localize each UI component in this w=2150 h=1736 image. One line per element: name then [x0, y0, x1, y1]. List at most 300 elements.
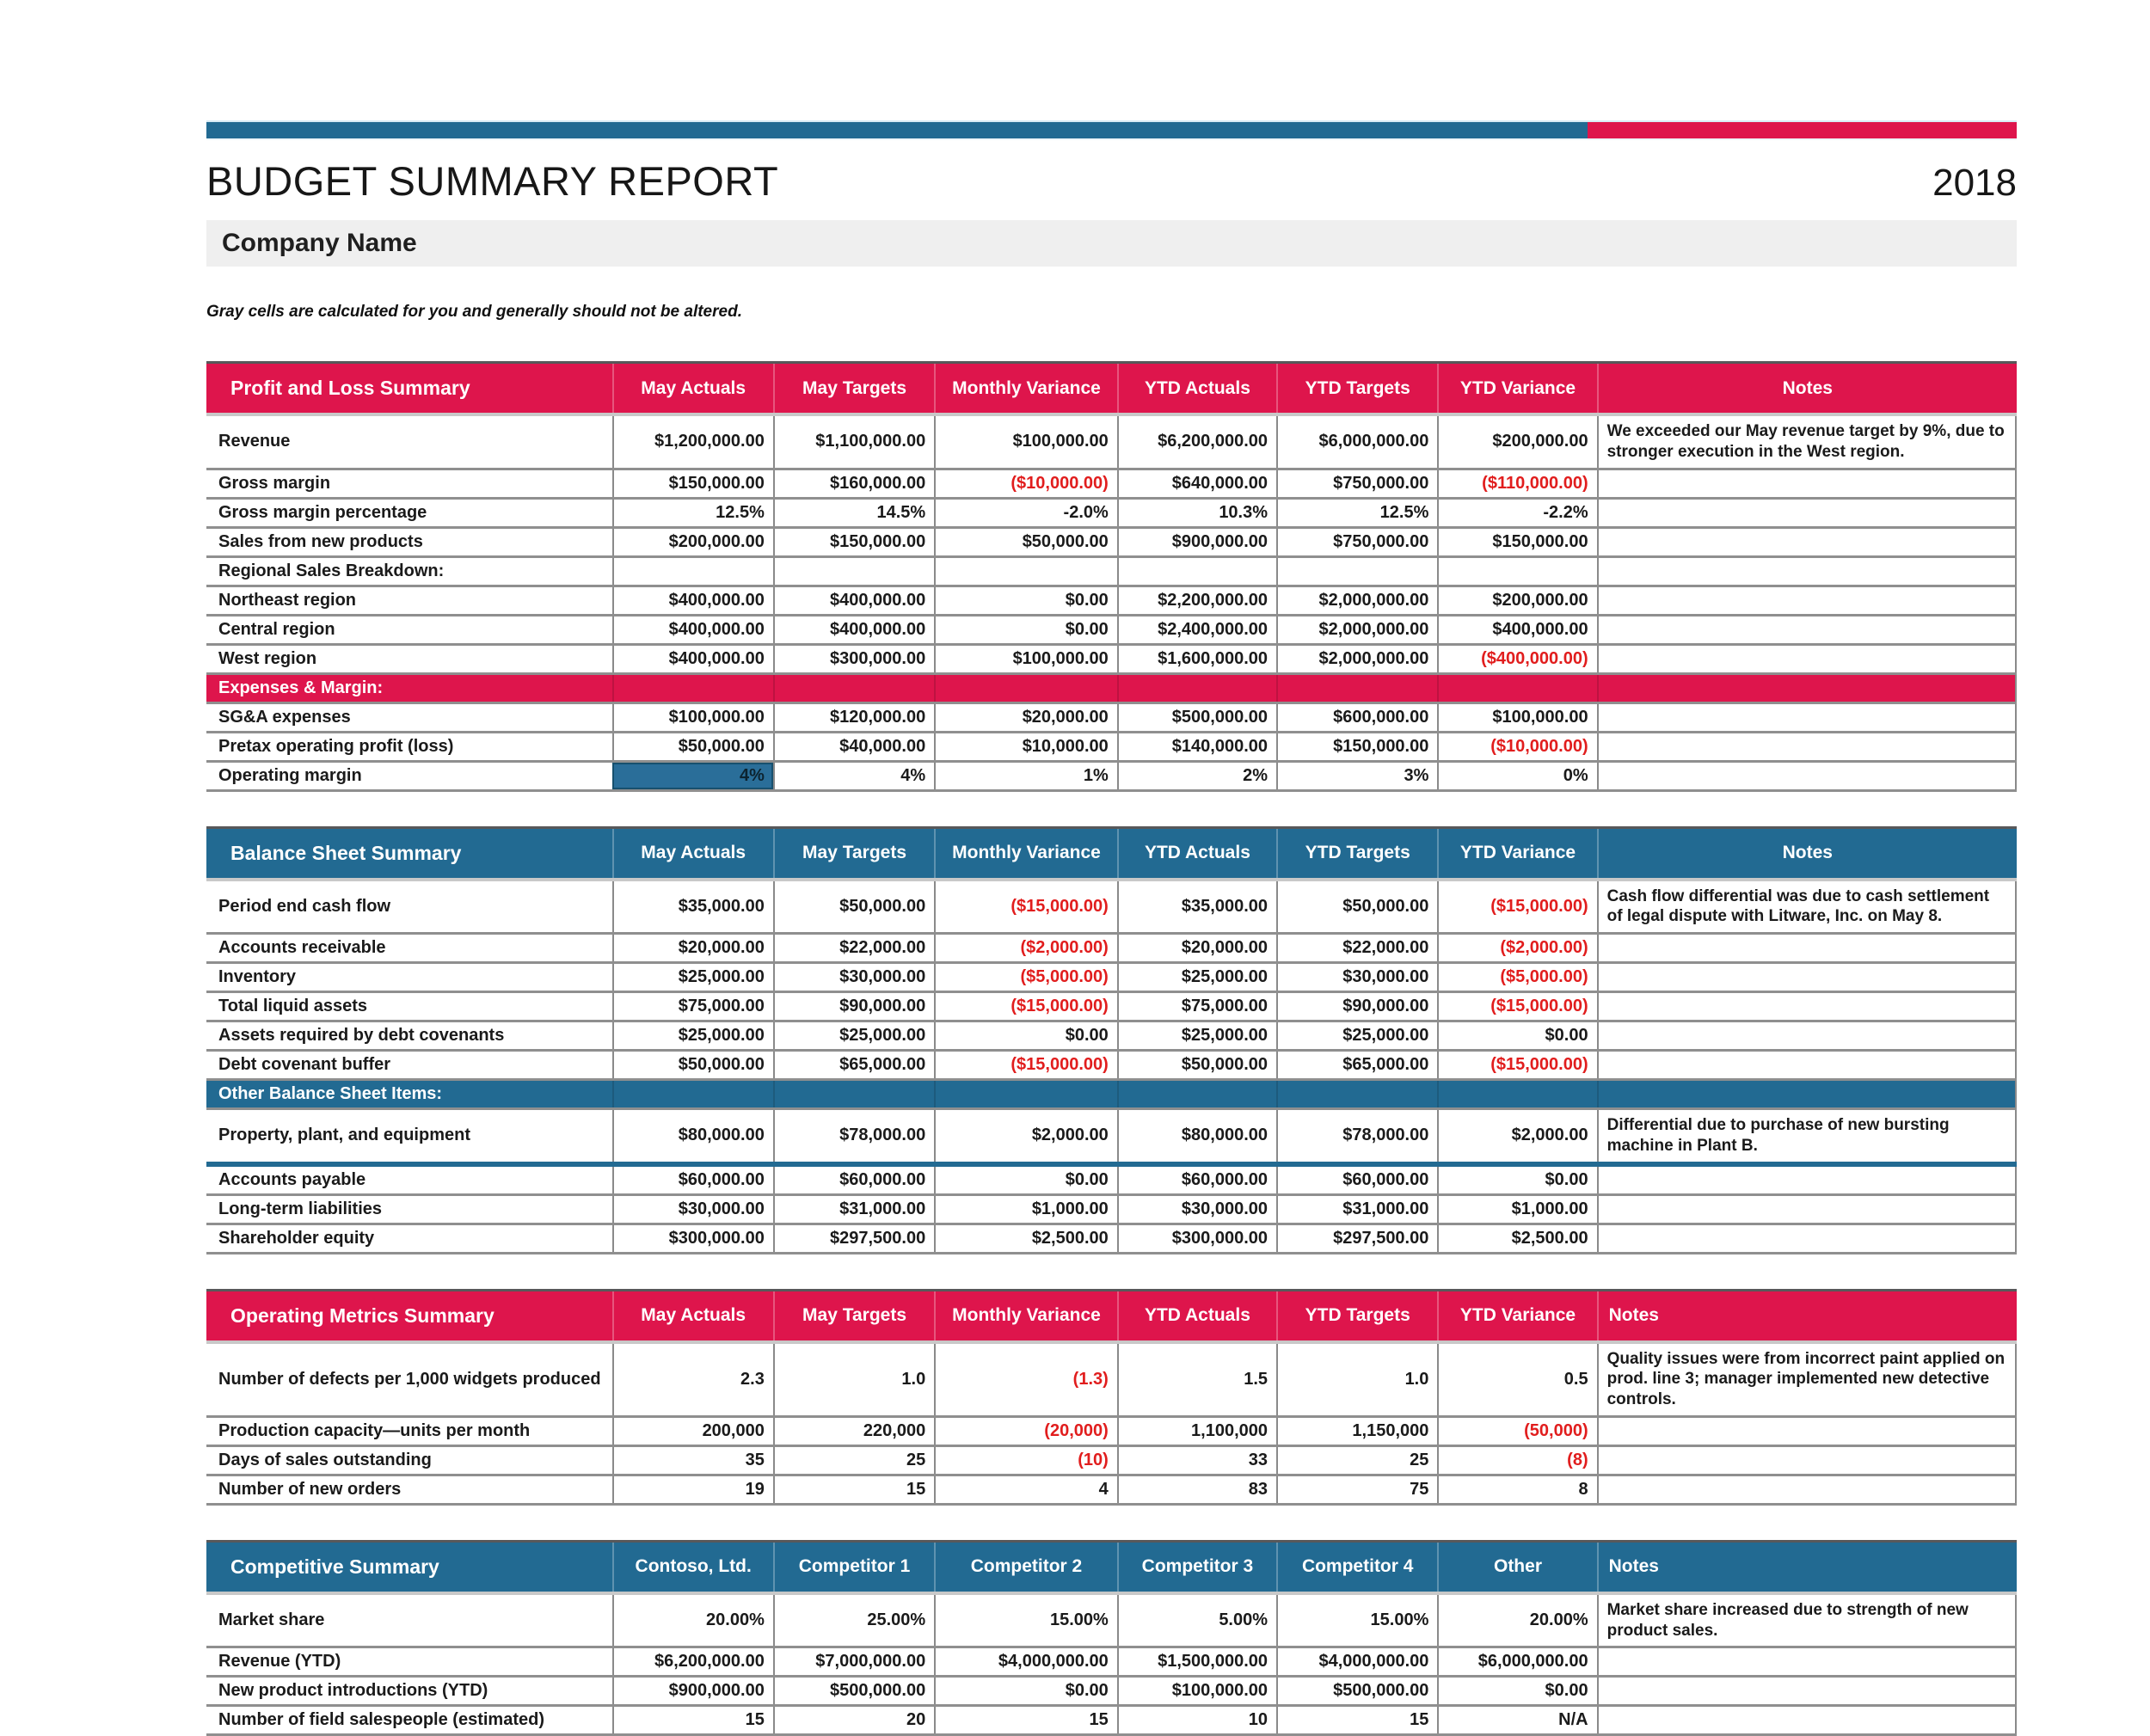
cell-value[interactable]: $0.00 — [934, 1678, 1117, 1704]
cell-note[interactable] — [1597, 1418, 2017, 1445]
cell-value[interactable]: $22,000.00 — [1276, 935, 1437, 961]
cell-value[interactable]: 15.00% — [1276, 1595, 1437, 1647]
table-row — [206, 416, 2017, 470]
cell-value[interactable]: $600,000.00 — [1276, 704, 1437, 731]
cell-value[interactable]: ($15,000.00) — [1437, 881, 1596, 933]
cell-value[interactable]: $90,000.00 — [773, 993, 934, 1020]
cell-value[interactable] — [612, 675, 773, 702]
cell-value[interactable] — [1117, 675, 1276, 702]
row-label: Northeast region — [218, 590, 357, 610]
cell-value[interactable]: $6,200,000.00 — [1117, 416, 1276, 468]
row-label: Revenue (YTD) — [218, 1652, 341, 1672]
cell-value[interactable]: $60,000.00 — [1276, 1167, 1437, 1193]
cell-value[interactable]: $1,500,000.00 — [1117, 1648, 1276, 1675]
cell-value[interactable]: ($2,000.00) — [934, 935, 1117, 961]
cell-value[interactable]: $100,000.00 — [934, 646, 1117, 672]
cell-note[interactable] — [1597, 529, 2017, 555]
cell-value[interactable]: $50,000.00 — [612, 1052, 773, 1078]
cell-value[interactable]: ($15,000.00) — [934, 881, 1117, 933]
cell-value[interactable]: $200,000.00 — [1437, 416, 1596, 468]
cell-value[interactable]: $22,000.00 — [773, 935, 934, 961]
row-label: SG&A expenses — [218, 707, 351, 727]
cell-note[interactable] — [1597, 646, 2017, 672]
cell-value[interactable]: $150,000.00 — [1276, 733, 1437, 760]
cell-value[interactable]: ($15,000.00) — [934, 993, 1117, 1020]
summary-table-4 — [206, 1540, 2017, 1736]
table-row — [206, 587, 2017, 616]
cell-value[interactable]: $25,000.00 — [1117, 1022, 1276, 1049]
cell-value[interactable]: 2% — [1117, 763, 1276, 789]
cell-note[interactable] — [1597, 675, 2017, 702]
cell-value[interactable]: $6,000,000.00 — [1276, 416, 1437, 468]
column-header: Monthly Variance — [934, 829, 1117, 878]
row-label: Revenue — [218, 432, 291, 451]
cell-value[interactable]: $640,000.00 — [1117, 470, 1276, 497]
table-title: Operating Metrics Summary — [206, 1291, 612, 1340]
cell-value[interactable]: $50,000.00 — [934, 529, 1117, 555]
cell-value[interactable]: $25,000.00 — [612, 964, 773, 991]
cell-value[interactable]: 15 — [1276, 1707, 1437, 1733]
cell-note[interactable] — [1597, 1167, 2017, 1193]
cell-value[interactable]: $20,000.00 — [1117, 935, 1276, 961]
cell-value[interactable]: ($15,000.00) — [1437, 993, 1596, 1020]
cell-value[interactable]: $2,500.00 — [934, 1225, 1117, 1252]
cell-value[interactable]: $1,200,000.00 — [612, 416, 773, 468]
cell-value[interactable]: $31,000.00 — [1276, 1196, 1437, 1223]
column-header: Notes — [1597, 1291, 2017, 1340]
cell-value[interactable]: $200,000.00 — [1437, 587, 1596, 614]
cell-value[interactable]: 1,150,000 — [1276, 1418, 1437, 1445]
column-header: Contoso, Ltd. — [612, 1543, 773, 1592]
table-row — [206, 1022, 2017, 1052]
table-header-row — [206, 1289, 2017, 1344]
table-row — [206, 616, 2017, 646]
cell-value[interactable] — [612, 558, 773, 585]
cell-value[interactable]: 83 — [1117, 1476, 1276, 1503]
gray-cells-note: Gray cells are calculated for you and generally should not be altered. — [206, 303, 742, 321]
cell-value[interactable]: $0.00 — [934, 616, 1117, 643]
cell-value[interactable]: 19 — [612, 1476, 773, 1503]
cell-value[interactable]: $0.00 — [934, 1167, 1117, 1193]
cell-value[interactable]: 15 — [612, 1707, 773, 1733]
cell-value[interactable]: 10.3% — [1117, 500, 1276, 526]
table-row — [206, 558, 2017, 587]
cell-value[interactable]: $150,000.00 — [612, 470, 773, 497]
cell-value[interactable]: $78,000.00 — [773, 1110, 934, 1162]
cell-note[interactable] — [1597, 1052, 2017, 1078]
cell-value[interactable] — [1117, 558, 1276, 585]
cell-note[interactable]: Cash flow differential was due to cash settlement of legal dispute with Litware, Inc. on May 8. — [1597, 881, 2017, 933]
cell-value[interactable]: 12.5% — [1276, 500, 1437, 526]
cell-value[interactable]: $2,400,000.00 — [1117, 616, 1276, 643]
cell-value[interactable]: $297,500.00 — [1276, 1225, 1437, 1252]
accent-bar — [206, 120, 2017, 140]
cell-value[interactable]: $65,000.00 — [1276, 1052, 1437, 1078]
cell-value[interactable]: $65,000.00 — [773, 1052, 934, 1078]
row-label: Long-term liabilities — [218, 1199, 383, 1218]
cell-note[interactable] — [1597, 763, 2017, 789]
cell-value[interactable]: 14.5% — [773, 500, 934, 526]
table-row — [206, 1678, 2017, 1707]
cell-value[interactable]: $500,000.00 — [1117, 704, 1276, 731]
row-label: Operating margin — [218, 765, 362, 785]
cell-value[interactable]: ($15,000.00) — [934, 1052, 1117, 1078]
cell-value[interactable]: 12.5% — [612, 500, 773, 526]
cell-value[interactable]: $80,000.00 — [1117, 1110, 1276, 1162]
column-header: Notes — [1597, 1543, 2017, 1592]
table-row — [206, 1225, 2017, 1254]
cell-note[interactable] — [1597, 1678, 2017, 1704]
column-header: May Targets — [773, 364, 934, 413]
column-header: YTD Variance — [1437, 829, 1596, 878]
column-header: May Targets — [773, 829, 934, 878]
cell-value[interactable]: $150,000.00 — [1437, 529, 1596, 555]
cell-value[interactable]: $0.00 — [1437, 1167, 1596, 1193]
row-label: Assets required by debt covenants — [218, 1026, 505, 1045]
table-row — [206, 1196, 2017, 1225]
cell-value[interactable]: 35 — [612, 1447, 773, 1474]
cell-value[interactable] — [1117, 1081, 1276, 1107]
row-label: Central region — [218, 619, 335, 639]
cell-value[interactable] — [773, 558, 934, 585]
column-header: May Targets — [773, 1291, 934, 1340]
page-title: BUDGET SUMMARY REPORT — [206, 158, 779, 204]
cell-value[interactable]: $297,500.00 — [773, 1225, 934, 1252]
cell-value[interactable]: $2,000,000.00 — [1276, 616, 1437, 643]
cell-value[interactable]: $160,000.00 — [773, 470, 934, 497]
row-label: Gross margin — [218, 473, 331, 493]
cell-value[interactable]: $300,000.00 — [773, 646, 934, 672]
cell-value[interactable] — [773, 675, 934, 702]
cell-value[interactable]: 3% — [1276, 763, 1437, 789]
cell-value[interactable]: $1,000.00 — [1437, 1196, 1596, 1223]
cell-value[interactable]: 200,000 — [612, 1418, 773, 1445]
cell-value[interactable]: 1% — [934, 763, 1117, 789]
cell-value[interactable] — [934, 558, 1117, 585]
cell-value[interactable]: $300,000.00 — [1117, 1225, 1276, 1252]
column-header: Notes — [1597, 364, 2017, 413]
row-label: Regional Sales Breakdown: — [218, 561, 445, 580]
cell-value[interactable]: $2,200,000.00 — [1117, 587, 1276, 614]
cell-value[interactable]: $30,000.00 — [773, 964, 934, 991]
cell-value[interactable]: 8 — [1437, 1476, 1596, 1503]
cell-value[interactable]: $40,000.00 — [773, 733, 934, 760]
cell-value[interactable]: $7,000,000.00 — [773, 1648, 934, 1675]
cell-value[interactable]: ($400,000.00) — [1437, 646, 1596, 672]
cell-value[interactable]: $35,000.00 — [612, 881, 773, 933]
cell-value[interactable]: $300,000.00 — [612, 1225, 773, 1252]
column-header: May Actuals — [612, 364, 773, 413]
accent-bar-red-segment — [1588, 122, 2017, 138]
row-label: Total liquid assets — [218, 997, 367, 1015]
cell-value[interactable] — [773, 1081, 934, 1107]
cell-note[interactable] — [1597, 1022, 2017, 1049]
cell-value[interactable]: $0.00 — [1437, 1678, 1596, 1704]
cell-note[interactable] — [1597, 1707, 2017, 1733]
cell-value[interactable]: $400,000.00 — [612, 646, 773, 672]
cell-value[interactable]: $4,000,000.00 — [934, 1648, 1117, 1675]
table-row — [206, 1110, 2017, 1167]
cell-value[interactable]: N/A — [1437, 1707, 1596, 1733]
cell-value[interactable]: (20,000) — [934, 1418, 1117, 1445]
cell-value[interactable]: $0.00 — [934, 587, 1117, 614]
cell-value[interactable]: $20,000.00 — [612, 935, 773, 961]
cell-value[interactable]: ($10,000.00) — [1437, 733, 1596, 760]
table-header-row — [206, 826, 2017, 881]
cell-value[interactable]: 20.00% — [1437, 1595, 1596, 1647]
cell-value[interactable]: $200,000.00 — [612, 529, 773, 555]
cell-note[interactable] — [1597, 704, 2017, 731]
table-row — [206, 881, 2017, 935]
cell-value[interactable]: 33 — [1117, 1447, 1276, 1474]
table-row — [206, 1418, 2017, 1447]
cell-value[interactable]: $400,000.00 — [773, 587, 934, 614]
cell-value[interactable]: $0.00 — [1437, 1022, 1596, 1049]
cell-value[interactable]: $2,500.00 — [1437, 1225, 1596, 1252]
row-label: Sales from new products — [218, 531, 423, 551]
cell-value[interactable]: 25 — [1276, 1447, 1437, 1474]
column-header: YTD Variance — [1437, 1291, 1596, 1340]
cell-value[interactable] — [1437, 675, 1596, 702]
cell-value[interactable]: 10 — [1117, 1707, 1276, 1733]
cell-value[interactable]: $140,000.00 — [1117, 733, 1276, 760]
cell-value[interactable]: $150,000.00 — [773, 529, 934, 555]
cell-value[interactable]: ($2,000.00) — [1437, 935, 1596, 961]
cell-value[interactable]: 1,100,000 — [1117, 1418, 1276, 1445]
cell-value[interactable]: $2,000,000.00 — [1276, 646, 1437, 672]
cell-value[interactable]: $50,000.00 — [773, 881, 934, 933]
cell-value[interactable]: 20 — [773, 1707, 934, 1733]
row-label: Expenses & Margin: — [206, 675, 612, 702]
cell-value[interactable]: $75,000.00 — [1117, 993, 1276, 1020]
cell-value[interactable]: $400,000.00 — [612, 616, 773, 643]
cell-value[interactable]: 4 — [934, 1476, 1117, 1503]
cell-note[interactable] — [1597, 993, 2017, 1020]
cell-value[interactable]: ($5,000.00) — [934, 964, 1117, 991]
table-row — [206, 1167, 2017, 1196]
cell-value[interactable]: $25,000.00 — [1117, 964, 1276, 991]
row-label: Number of defects per 1,000 widgets produced — [218, 1369, 601, 1389]
cell-value[interactable]: $400,000.00 — [1437, 616, 1596, 643]
cell-value[interactable]: $25,000.00 — [773, 1022, 934, 1049]
table-row — [206, 1595, 2017, 1649]
cell-value[interactable] — [1276, 1081, 1437, 1107]
cell-value[interactable]: (1.3) — [934, 1344, 1117, 1415]
cell-note[interactable] — [1597, 1196, 2017, 1223]
table-header-row — [206, 361, 2017, 416]
cell-note[interactable] — [1597, 616, 2017, 643]
table-row — [206, 993, 2017, 1022]
cell-value[interactable]: $50,000.00 — [1117, 1052, 1276, 1078]
cell-value[interactable]: $60,000.00 — [1117, 1167, 1276, 1193]
row-label: New product introductions (YTD) — [218, 1681, 488, 1701]
table-row — [206, 470, 2017, 500]
cell-value[interactable]: $31,000.00 — [773, 1196, 934, 1223]
row-label: Gross margin percentage — [218, 502, 427, 522]
cell-value[interactable]: $100,000.00 — [1437, 704, 1596, 731]
cell-value[interactable]: $30,000.00 — [1276, 964, 1437, 991]
cell-value[interactable]: $400,000.00 — [773, 616, 934, 643]
cell-value[interactable]: 0.5 — [1437, 1344, 1596, 1415]
table-row — [206, 964, 2017, 993]
column-header: May Actuals — [612, 1291, 773, 1340]
column-header: YTD Actuals — [1117, 829, 1276, 878]
cell-note[interactable]: Differential due to purchase of new bursting machine in Plant B. — [1597, 1110, 2017, 1162]
row-label: Accounts payable — [218, 1169, 366, 1189]
cell-value[interactable]: $750,000.00 — [1276, 470, 1437, 497]
table-row — [206, 1648, 2017, 1678]
cell-value[interactable]: $35,000.00 — [1117, 881, 1276, 933]
cell-value[interactable]: $2,000.00 — [1437, 1110, 1596, 1162]
summary-table-1 — [206, 361, 2017, 792]
cell-value[interactable]: $900,000.00 — [612, 1678, 773, 1704]
cell-value[interactable]: (10) — [934, 1447, 1117, 1474]
cell-value[interactable]: $2,000,000.00 — [1276, 587, 1437, 614]
row-label: Period end cash flow — [218, 896, 391, 916]
table-row — [206, 675, 2017, 704]
cell-value[interactable]: $4,000,000.00 — [1276, 1648, 1437, 1675]
cell-value[interactable]: 4% — [773, 763, 934, 789]
cell-note[interactable]: Quality issues were from incorrect paint applied on prod. line 3; manager implemented new detective controls. — [1597, 1344, 2017, 1415]
cell-value[interactable]: -2.0% — [934, 500, 1117, 526]
summary-table-2 — [206, 826, 2017, 1254]
cell-value[interactable]: 5.00% — [1117, 1595, 1276, 1647]
cell-note[interactable] — [1597, 935, 2017, 961]
cell-value[interactable]: $75,000.00 — [612, 993, 773, 1020]
cell-value[interactable] — [1437, 1081, 1596, 1107]
cell-value[interactable]: $50,000.00 — [612, 733, 773, 760]
cell-value[interactable]: $100,000.00 — [934, 416, 1117, 468]
cell-note[interactable] — [1597, 500, 2017, 526]
column-header: YTD Targets — [1276, 1291, 1437, 1340]
cell-value[interactable]: $500,000.00 — [1276, 1678, 1437, 1704]
cell-value[interactable]: $100,000.00 — [612, 704, 773, 731]
cell-value[interactable]: ($110,000.00) — [1437, 470, 1596, 497]
cell-value[interactable]: 25.00% — [773, 1595, 934, 1647]
cell-note[interactable] — [1597, 470, 2017, 497]
cell-value[interactable]: $50,000.00 — [1276, 881, 1437, 933]
cell-value[interactable]: -2.2% — [1437, 500, 1596, 526]
cell-note[interactable]: Market share increased due to strength of new product sales. — [1597, 1595, 2017, 1647]
cell-value[interactable]: 15 — [934, 1707, 1117, 1733]
cell-value[interactable]: $750,000.00 — [1276, 529, 1437, 555]
cell-value[interactable] — [1276, 675, 1437, 702]
cell-value[interactable]: $100,000.00 — [1117, 1678, 1276, 1704]
cell-note[interactable] — [1597, 558, 2017, 585]
cell-note[interactable] — [1597, 587, 2017, 614]
cell-value[interactable]: $2,000.00 — [934, 1110, 1117, 1162]
cell-value[interactable]: 75 — [1276, 1476, 1437, 1503]
table-title: Profit and Loss Summary — [206, 364, 612, 413]
table-row — [206, 935, 2017, 964]
row-label: Shareholder equity — [218, 1228, 375, 1248]
cell-value[interactable]: $500,000.00 — [773, 1678, 934, 1704]
row-label: Production capacity—units per month — [218, 1420, 531, 1440]
cell-value[interactable]: $0.00 — [934, 1022, 1117, 1049]
cell-value[interactable]: 1.0 — [1276, 1344, 1437, 1415]
cell-value[interactable]: 2.3 — [612, 1344, 773, 1415]
cell-value[interactable]: $6,200,000.00 — [612, 1648, 773, 1675]
row-label: Market share — [218, 1610, 325, 1629]
cell-value[interactable]: $400,000.00 — [612, 587, 773, 614]
cell-value[interactable]: (50,000) — [1437, 1418, 1596, 1445]
cell-value[interactable]: 4% — [612, 763, 773, 789]
cell-value[interactable]: 1.0 — [773, 1344, 934, 1415]
cell-value[interactable]: 1.5 — [1117, 1344, 1276, 1415]
table-row — [206, 1081, 2017, 1110]
column-header: Competitor 4 — [1276, 1543, 1437, 1592]
cell-value[interactable]: $20,000.00 — [934, 704, 1117, 731]
table-row — [206, 646, 2017, 675]
column-header: YTD Actuals — [1117, 364, 1276, 413]
cell-value[interactable]: 20.00% — [612, 1595, 773, 1647]
row-label: Property, plant, and equipment — [218, 1126, 470, 1145]
company-name: Company Name — [222, 229, 417, 257]
row-label: West region — [218, 648, 317, 668]
cell-value[interactable]: $78,000.00 — [1276, 1110, 1437, 1162]
cell-value[interactable]: $25,000.00 — [612, 1022, 773, 1049]
cell-value[interactable]: 220,000 — [773, 1418, 934, 1445]
cell-value[interactable]: $60,000.00 — [773, 1167, 934, 1193]
cell-value[interactable]: $80,000.00 — [612, 1110, 773, 1162]
cell-value[interactable]: $90,000.00 — [1276, 993, 1437, 1020]
cell-note[interactable] — [1597, 733, 2017, 760]
cell-value[interactable]: 15.00% — [934, 1595, 1117, 1647]
table-row — [206, 529, 2017, 558]
cell-value[interactable] — [1437, 558, 1596, 585]
column-header: Other — [1437, 1543, 1596, 1592]
report-year: 2018 — [1932, 162, 2017, 204]
cell-note[interactable] — [1597, 1081, 2017, 1107]
column-header: Notes — [1597, 829, 2017, 878]
cell-value[interactable]: 25 — [773, 1447, 934, 1474]
cell-value[interactable]: ($15,000.00) — [1437, 1052, 1596, 1078]
cell-value[interactable]: $60,000.00 — [612, 1167, 773, 1193]
cell-value[interactable]: ($5,000.00) — [1437, 964, 1596, 991]
column-header: May Actuals — [612, 829, 773, 878]
cell-note[interactable] — [1597, 1225, 2017, 1252]
cell-note[interactable] — [1597, 964, 2017, 991]
cell-value[interactable] — [934, 675, 1117, 702]
column-header: Competitor 3 — [1117, 1543, 1276, 1592]
cell-note[interactable] — [1597, 1447, 2017, 1474]
cell-value[interactable]: $1,100,000.00 — [773, 416, 934, 468]
cell-note[interactable] — [1597, 1648, 2017, 1675]
cell-value[interactable]: (8) — [1437, 1447, 1596, 1474]
cell-value[interactable]: $25,000.00 — [1276, 1022, 1437, 1049]
cell-value[interactable]: $30,000.00 — [1117, 1196, 1276, 1223]
cell-value[interactable]: ($10,000.00) — [934, 470, 1117, 497]
column-header: Monthly Variance — [934, 364, 1117, 413]
cell-value[interactable] — [612, 1081, 773, 1107]
cell-value[interactable] — [1276, 558, 1437, 585]
summary-table-3 — [206, 1289, 2017, 1506]
cell-value[interactable]: $1,000.00 — [934, 1196, 1117, 1223]
cell-value[interactable] — [934, 1081, 1117, 1107]
cell-value[interactable]: $900,000.00 — [1117, 529, 1276, 555]
row-label: Debt covenant buffer — [218, 1055, 391, 1074]
cell-note[interactable] — [1597, 1476, 2017, 1503]
cell-value[interactable]: $1,600,000.00 — [1117, 646, 1276, 672]
cell-value[interactable]: $10,000.00 — [934, 733, 1117, 760]
cell-value[interactable]: 15 — [773, 1476, 934, 1503]
cell-value[interactable]: 0% — [1437, 763, 1596, 789]
cell-value[interactable]: $6,000,000.00 — [1437, 1648, 1596, 1675]
cell-value[interactable]: $30,000.00 — [612, 1196, 773, 1223]
cell-note[interactable]: We exceeded our May revenue target by 9%, due to stronger execution in the West region. — [1597, 416, 2017, 468]
column-header: Competitor 1 — [773, 1543, 934, 1592]
cell-value[interactable]: $120,000.00 — [773, 704, 934, 731]
